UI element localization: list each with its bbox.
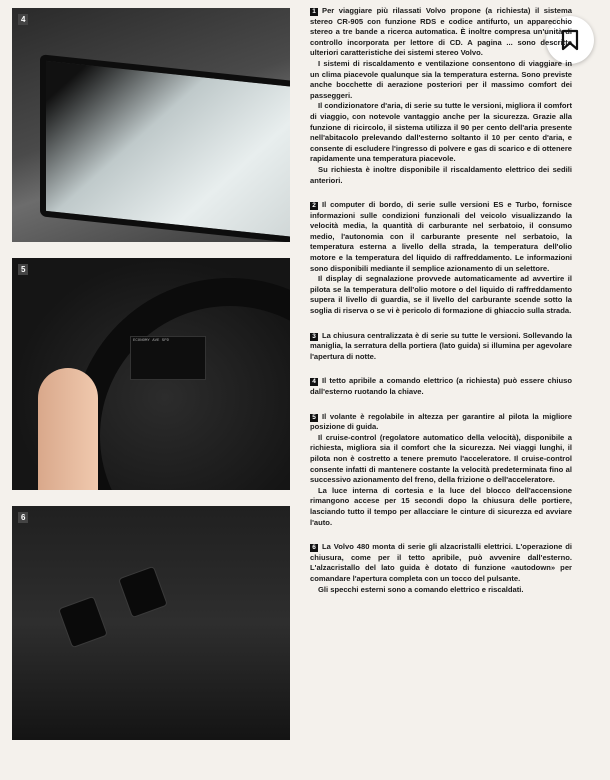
paragraph: Il condizionatore d'aria, di serie su tutte le versioni, migliora il comfort di viaggio, con notevole vantaggio anche per la sicurezza. Grazie alla funzione di ricircolo, il sistema utilizza il 90 per cento dell'aria presente nell'abitacolo prelevando dall'esterno soltanto il 10 per cento d'aria, e consente di escludere l'ingresso di polvere e gas di scarico e di ottenere rapidamente una temperatura piacevole.	[310, 101, 572, 164]
paragraph: I sistemi di riscaldamento e ventilazione consentono di viaggiare in un clima piacevole qualunque sia la temperatura esterna. Sono previste anche bocchette di aerazione posteriori per il massimo comfort dei passeggeri.	[310, 58, 572, 100]
section-5	[310, 412, 572, 529]
paragraph: Il display di segnalazione provvede automaticamente ad avvertire il pilota se la temperatura dell'olio motore o del liquido di raffreddamento supera il livello di guardia, se il livello del carburante scende sotto la soglia di riserva o se vi è pericolo di formazione di ghiaccio sulla strada.	[310, 274, 572, 316]
photo-number: 4	[18, 14, 28, 25]
section-number: 5	[310, 414, 318, 422]
section-number: 3	[310, 333, 318, 341]
hand	[38, 368, 98, 490]
paragraph: Gli specchi esterni sono a comando elettrico e riscaldati.	[318, 584, 524, 594]
photo-window-switches	[12, 506, 290, 740]
section-number: 2	[310, 202, 318, 210]
window-switch	[58, 596, 108, 648]
text-column	[310, 6, 572, 609]
paragraph: Il volante è regolabile in altezza per garantire al pilota la migliore posizione di guida.	[310, 411, 572, 432]
photo-sunroof	[12, 8, 290, 242]
steering-wheel	[72, 278, 290, 490]
photo-number: 6	[18, 512, 28, 523]
section-number: 6	[310, 544, 318, 552]
paragraph: La Volvo 480 monta di serie gli alzacristalli elettrici. L'operazione di chiusura, come per il tetto apribile, può avvenire dall'esterno. L'alzacristallo del lato guida è dotato di funzione «autodown» per comandare l'apertura completa con un tocco del pulsante.	[310, 542, 572, 583]
display-text: ECONOMY AVE SPD	[133, 339, 170, 343]
section-6	[310, 542, 572, 595]
paragraph: La luce interna di cortesia e la luce del blocco dell'accensione rimangono accese per 15 secondi dopo la chiusura delle portiere, lasciando tutto il tempo per allacciare le cinture di sicurezza ed avviare l'auto.	[310, 485, 572, 527]
paragraph: Su richiesta è inoltre disponibile il riscaldamento elettrico dei sedili anteriori.	[310, 164, 572, 185]
section-number: 1	[310, 8, 318, 16]
paragraph: Il cruise-control (regolatore automatico della velocità), disponibile a richiesta, migliora sia il comfort che la sicurezza. Nei viaggi lunghi, il pilota non è costretto a tenere premuto l'acceleratore. Il cruise-control consente infatti di mantenere costante la velocità predeterminata fino al successivo azionamento del freno, della frizione o dell'acceleratore.	[310, 432, 572, 485]
paragraph: Il tetto apribile a comando elettrico (a richiesta) può essere chiuso dall'esterno ruotando la chiave.	[310, 376, 572, 396]
photo-steering-wheel	[12, 258, 290, 490]
paragraph: Per viaggiare più rilassati Volvo propone (a richiesta) il sistema stereo CR-905 con funzione RDS e codice antifurto, un apparecchio stereo a tre bande a ricerca automatica. È inoltre compresa un'unità di controllo incorporata per lettore di CD. A pagina ... sono descritte ulteriori caratteristiche dei sistemi stereo Volvo.	[310, 6, 572, 58]
paragraph: Il computer di bordo, di serie sulle versioni ES e Turbo, fornisce informazioni sulle condizioni funzionali del veicolo visualizzando la velocità media, la quantità di carburante nel serbatoio, il consumo medio, l'autonomia con il carburante presente nel serbatoio, la temperatura esterna a livello della strada, la temperatura dell'olio motore e la temperatura del liquido di raffreddamento. Le informazioni sono disponibili mediante il semplice azionamento di un selettore.	[310, 200, 572, 273]
paragraph: La chiusura centralizzata è di serie su tutte le versioni. Sollevando la maniglia, la serratura della portiera (lato guida) si illumina per agevolare l'apertura di notte.	[310, 330, 572, 361]
photo-number: 5	[18, 264, 28, 275]
sunroof-glass	[40, 54, 290, 242]
section-1	[310, 6, 572, 186]
trip-computer-display	[130, 336, 206, 380]
section-number: 4	[310, 378, 318, 386]
section-3	[310, 331, 572, 363]
section-4	[310, 376, 572, 397]
window-switch	[118, 566, 168, 618]
section-2	[310, 200, 572, 317]
